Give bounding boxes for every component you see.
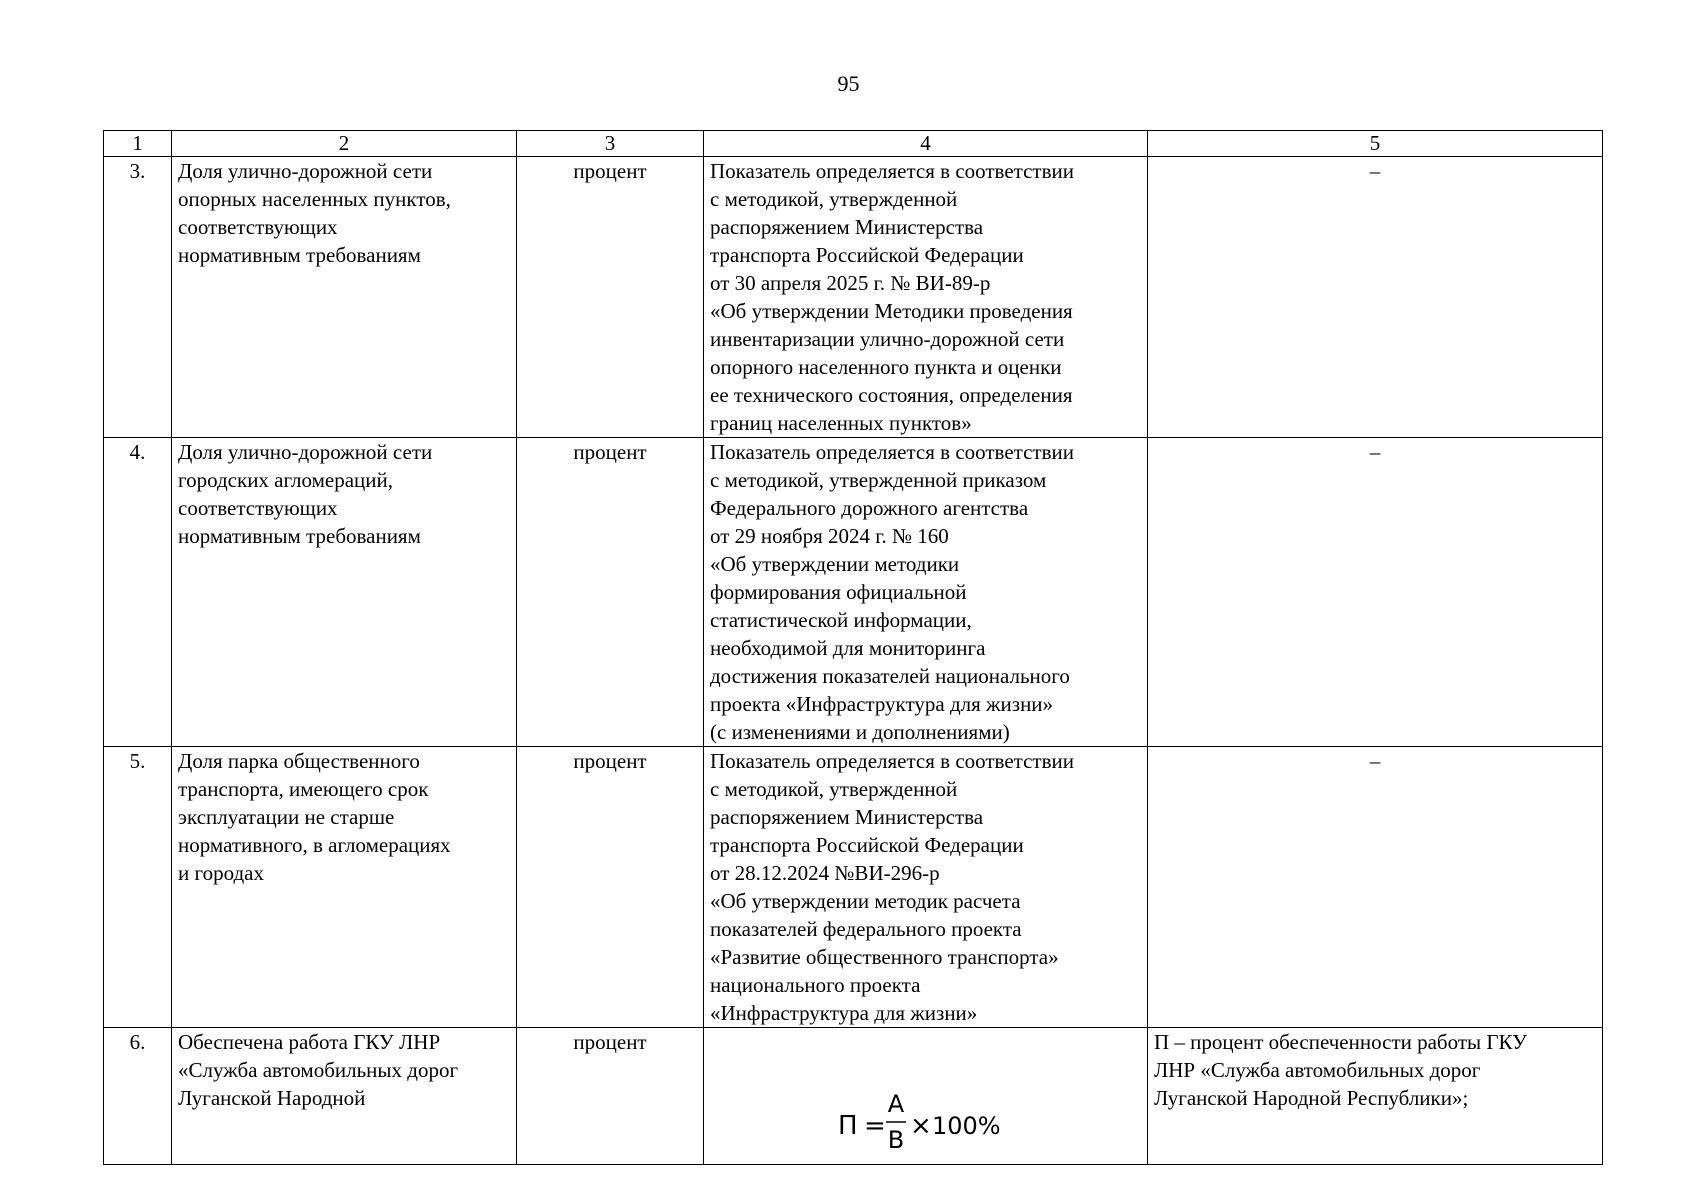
note-cell: – bbox=[1148, 747, 1603, 1028]
table-row bbox=[104, 438, 1603, 747]
note-cell: П – процент обеспеченности работы ГКУ ЛНР «Служба автомобильных дорог Луганской Народной Республики»; bbox=[1148, 1028, 1603, 1165]
column-number: 4 bbox=[704, 131, 1148, 157]
table-row bbox=[104, 747, 1603, 1028]
row-number: 4. bbox=[104, 438, 172, 747]
methodology-text: Показатель определяется в соответствии с методикой, утвержденной распоряжением Министерства транспорта Российской Федерации от 28.12.2024 №ВИ-296-р «Об утверждении методик расчета показателей федерального проекта «Развитие общественного транспорта» национального проекта «Инфраструктура для жизни» bbox=[704, 747, 1148, 1028]
formula-numerator: А bbox=[887, 1090, 904, 1118]
unit-of-measure: процент bbox=[517, 438, 704, 747]
methodology-text: Показатель определяется в соответствии с методикой, утвержденной приказом Федерального дорожного агентства от 29 ноября 2024 г. № 160 «Об утверждении методики формирования официальной статистической информации, необходимой для мониторинга достижения показателей национального проекта «Инфраструктура для жизни» (с изменениями и дополнениями) bbox=[704, 438, 1148, 747]
column-number: 5 bbox=[1148, 131, 1603, 157]
column-number: 3 bbox=[517, 131, 704, 157]
indicator-name: Доля улично-дорожной сети опорных населенных пунктов, соответствующих нормативным требованиям bbox=[172, 157, 517, 438]
indicator-name: Обеспечена работа ГКУ ЛНР «Служба автомобильных дорог Луганской Народной bbox=[172, 1028, 517, 1165]
note-cell: – bbox=[1148, 438, 1603, 747]
formula-cell bbox=[704, 1028, 1148, 1165]
formula bbox=[710, 1056, 1141, 1154]
formula-graphic bbox=[826, 1086, 1026, 1160]
row-number: 6. bbox=[104, 1028, 172, 1165]
formula-times: × bbox=[909, 1111, 932, 1141]
unit-of-measure: процент bbox=[517, 157, 704, 438]
note-cell: – bbox=[1148, 157, 1603, 438]
methodology-text: Показатель определяется в соответствии с методикой, утвержденной распоряжением Министерства транспорта Российской Федерации от 30 апреля 2025 г. № ВИ-89-р «Об утверждении Методики проведения инвентаризации улично-дорожной сети опорного населенного пункта и оценки ее технического состояния, определения границ населенных пунктов» bbox=[704, 157, 1148, 438]
page-number: 95 bbox=[837, 71, 860, 96]
formula-equals: = bbox=[863, 1111, 886, 1141]
unit-of-measure: процент bbox=[517, 747, 704, 1028]
formula-lhs: П bbox=[837, 1111, 858, 1141]
indicators-table bbox=[103, 130, 1603, 1165]
table-row bbox=[104, 1028, 1603, 1165]
unit-of-measure: процент bbox=[517, 1028, 704, 1165]
row-number: 3. bbox=[104, 157, 172, 438]
column-number-row bbox=[104, 131, 1603, 157]
indicator-name: Доля парка общественного транспорта, имеющего срок эксплуатации не старше нормативного, в агломерациях и городах bbox=[172, 747, 517, 1028]
column-number: 2 bbox=[172, 131, 517, 157]
formula-rhs: 100% bbox=[931, 1112, 1001, 1140]
formula-denominator: В bbox=[887, 1126, 904, 1154]
table-row bbox=[104, 157, 1603, 438]
indicator-name: Доля улично-дорожной сети городских агломераций, соответствующих нормативным требованиям bbox=[172, 438, 517, 747]
column-number: 1 bbox=[104, 131, 172, 157]
row-number: 5. bbox=[104, 747, 172, 1028]
